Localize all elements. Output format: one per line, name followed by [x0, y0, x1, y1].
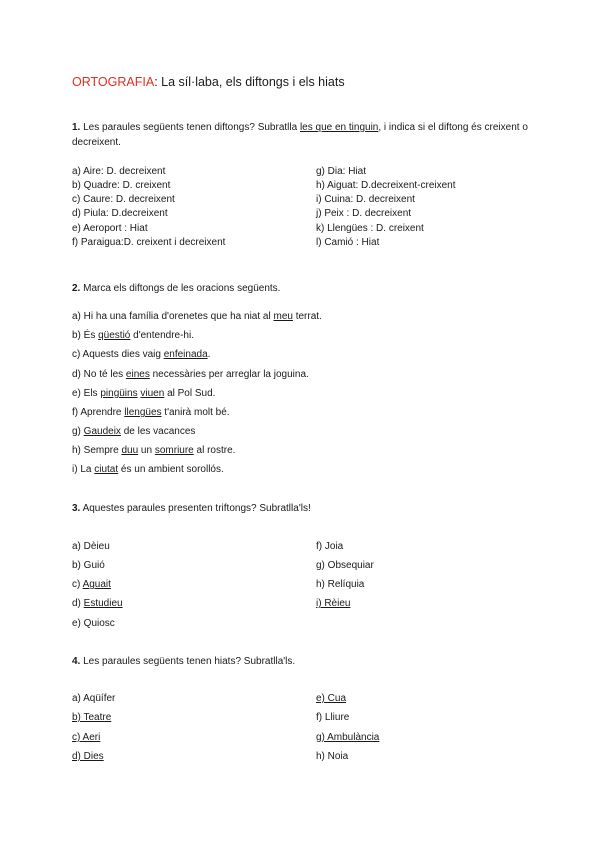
text: c) — [72, 579, 83, 590]
text: t'anirà molt bé. — [161, 407, 230, 418]
text: de les vacances — [120, 426, 196, 437]
sentence-d — [72, 368, 309, 382]
sentence-f — [72, 406, 230, 420]
list-item: a) Aire: D. decreixent — [72, 166, 166, 177]
underlined-diphthong: qüestió — [98, 330, 131, 341]
question-1-prompt — [72, 121, 532, 150]
title-subject: ORTOGRAFIA — [72, 75, 155, 89]
question-number: 1. — [72, 122, 81, 133]
text: terrat. — [292, 311, 322, 322]
underlined-diphthong: pingüins — [100, 388, 138, 399]
underlined-diphthong: meu — [273, 311, 293, 322]
text: e) Els — [72, 388, 101, 399]
list-item: l) Camió : Hiat — [316, 237, 380, 248]
question-4-prompt — [72, 655, 532, 670]
underlined-text: g) Ambulància — [316, 732, 380, 743]
text: c) Aquests dies vaig — [72, 349, 164, 360]
underlined-diphthong: eines — [125, 369, 150, 380]
text: f) Joia — [316, 541, 344, 552]
underlined-text: Aguait — [82, 579, 111, 590]
list-item — [316, 711, 349, 725]
text: h) Relíquia — [316, 579, 365, 590]
underlined-diphthong: enfeinada — [163, 349, 208, 360]
list-item: b) Quadre: D. creixent — [72, 180, 171, 191]
underlined-diphthong: viuen — [140, 388, 165, 399]
text: a) Hi ha una família d'orenetes que ha niat al — [72, 311, 274, 322]
list-item — [72, 692, 115, 706]
text: e) Quiosc — [72, 618, 115, 629]
list-item — [316, 540, 343, 554]
list-item — [72, 731, 100, 745]
question-2-prompt — [72, 282, 532, 297]
text: d) — [72, 598, 84, 609]
list-item — [316, 559, 374, 573]
text: h) Noia — [316, 751, 349, 762]
text: d) No té les — [72, 369, 126, 380]
text: a) Dèieu — [72, 541, 110, 552]
sentence-e — [72, 387, 215, 401]
prompt-text: Aquestes paraules presenten triftongs? Subratlla'ls! — [80, 503, 311, 514]
sentence-b — [72, 329, 194, 343]
underlined-diphthong: llengües — [124, 407, 162, 418]
text: i) La — [72, 464, 95, 475]
prompt-text: , i indica si el diftong és creixent o decreixent. — [72, 122, 528, 148]
sentence-a — [72, 310, 322, 324]
page-title — [72, 74, 345, 90]
list-item — [316, 692, 346, 706]
underlined-diphthong: ciutat — [94, 464, 119, 475]
question-number: 3. — [72, 503, 81, 514]
underlined-text: Estudieu — [83, 598, 123, 609]
text: un — [138, 445, 155, 456]
question-number: 4. — [72, 656, 81, 667]
list-item: c) Caure: D. decreixent — [72, 194, 175, 205]
title-topic: : La síl·laba, els diftongs i els hiats — [154, 75, 345, 89]
list-item — [316, 750, 348, 764]
list-item — [72, 597, 123, 611]
list-item: h) Aiguat: D.decreixent-creixent — [316, 180, 456, 191]
text: a) Aqüífer — [72, 693, 116, 704]
question-3-prompt — [72, 502, 532, 517]
prompt-text: Les paraules següents tenen hiats? Subratlla'ls. — [80, 656, 296, 667]
list-item: f) Paraigua:D. creixent i decreixent — [72, 237, 226, 248]
text: b) És — [72, 330, 99, 341]
text: és un ambient sorollós. — [118, 464, 224, 475]
list-item: g) Dia: Hiat — [316, 166, 367, 177]
list-item — [72, 750, 104, 764]
list-item: i) Cuina: D. decreixent — [316, 194, 415, 205]
list-item — [316, 597, 350, 611]
list-item: j) Peix : D. decreixent — [316, 208, 412, 219]
sentence-h — [72, 444, 235, 458]
prompt-text: Les paraules següents tenen diftongs? Subratlla — [80, 122, 300, 133]
underlined-text: c) Aeri — [72, 732, 101, 743]
list-item — [72, 711, 111, 725]
underlined-diphthong: duu — [121, 445, 139, 456]
text: g) Obsequiar — [316, 560, 374, 571]
list-item — [72, 578, 111, 592]
sentence-c — [72, 348, 210, 362]
list-item — [316, 578, 364, 592]
prompt-text: Marca els diftongs de les oracions següents. — [80, 283, 281, 294]
underlined-diphthong: somriure — [154, 445, 194, 456]
question-number: 2. — [72, 283, 81, 294]
list-item — [72, 540, 110, 554]
text: necessàries per arreglar la joguina. — [149, 369, 309, 380]
underlined-diphthong: Gaudeix — [83, 426, 121, 437]
list-item — [72, 559, 105, 573]
text: al rostre. — [193, 445, 236, 456]
list-item — [72, 617, 115, 631]
text: h) Sempre — [72, 445, 122, 456]
list-item: k) Llengües : D. creixent — [316, 223, 424, 234]
underlined-text: d) Dies — [72, 751, 104, 762]
text: al Pol Sud. — [164, 388, 216, 399]
text: . — [207, 349, 211, 360]
list-item: e) Aeroport : Hiat — [72, 223, 148, 234]
list-item: d) Piula: D.decreixent — [72, 208, 168, 219]
underlined-text: e) Cua — [316, 693, 347, 704]
text: g) — [72, 426, 84, 437]
sentence-i — [72, 463, 224, 477]
list-item — [316, 731, 379, 745]
underlined-text: les que en tinguin — [299, 122, 379, 133]
text: b) Guió — [72, 560, 105, 571]
underlined-text: b) Teatre — [72, 712, 112, 723]
underlined-text: i) Rèieu — [316, 598, 351, 609]
text: d'entendre-hi. — [130, 330, 194, 341]
text: f) Lliure — [316, 712, 350, 723]
sentence-g — [72, 425, 195, 439]
text: f) Aprendre — [72, 407, 125, 418]
